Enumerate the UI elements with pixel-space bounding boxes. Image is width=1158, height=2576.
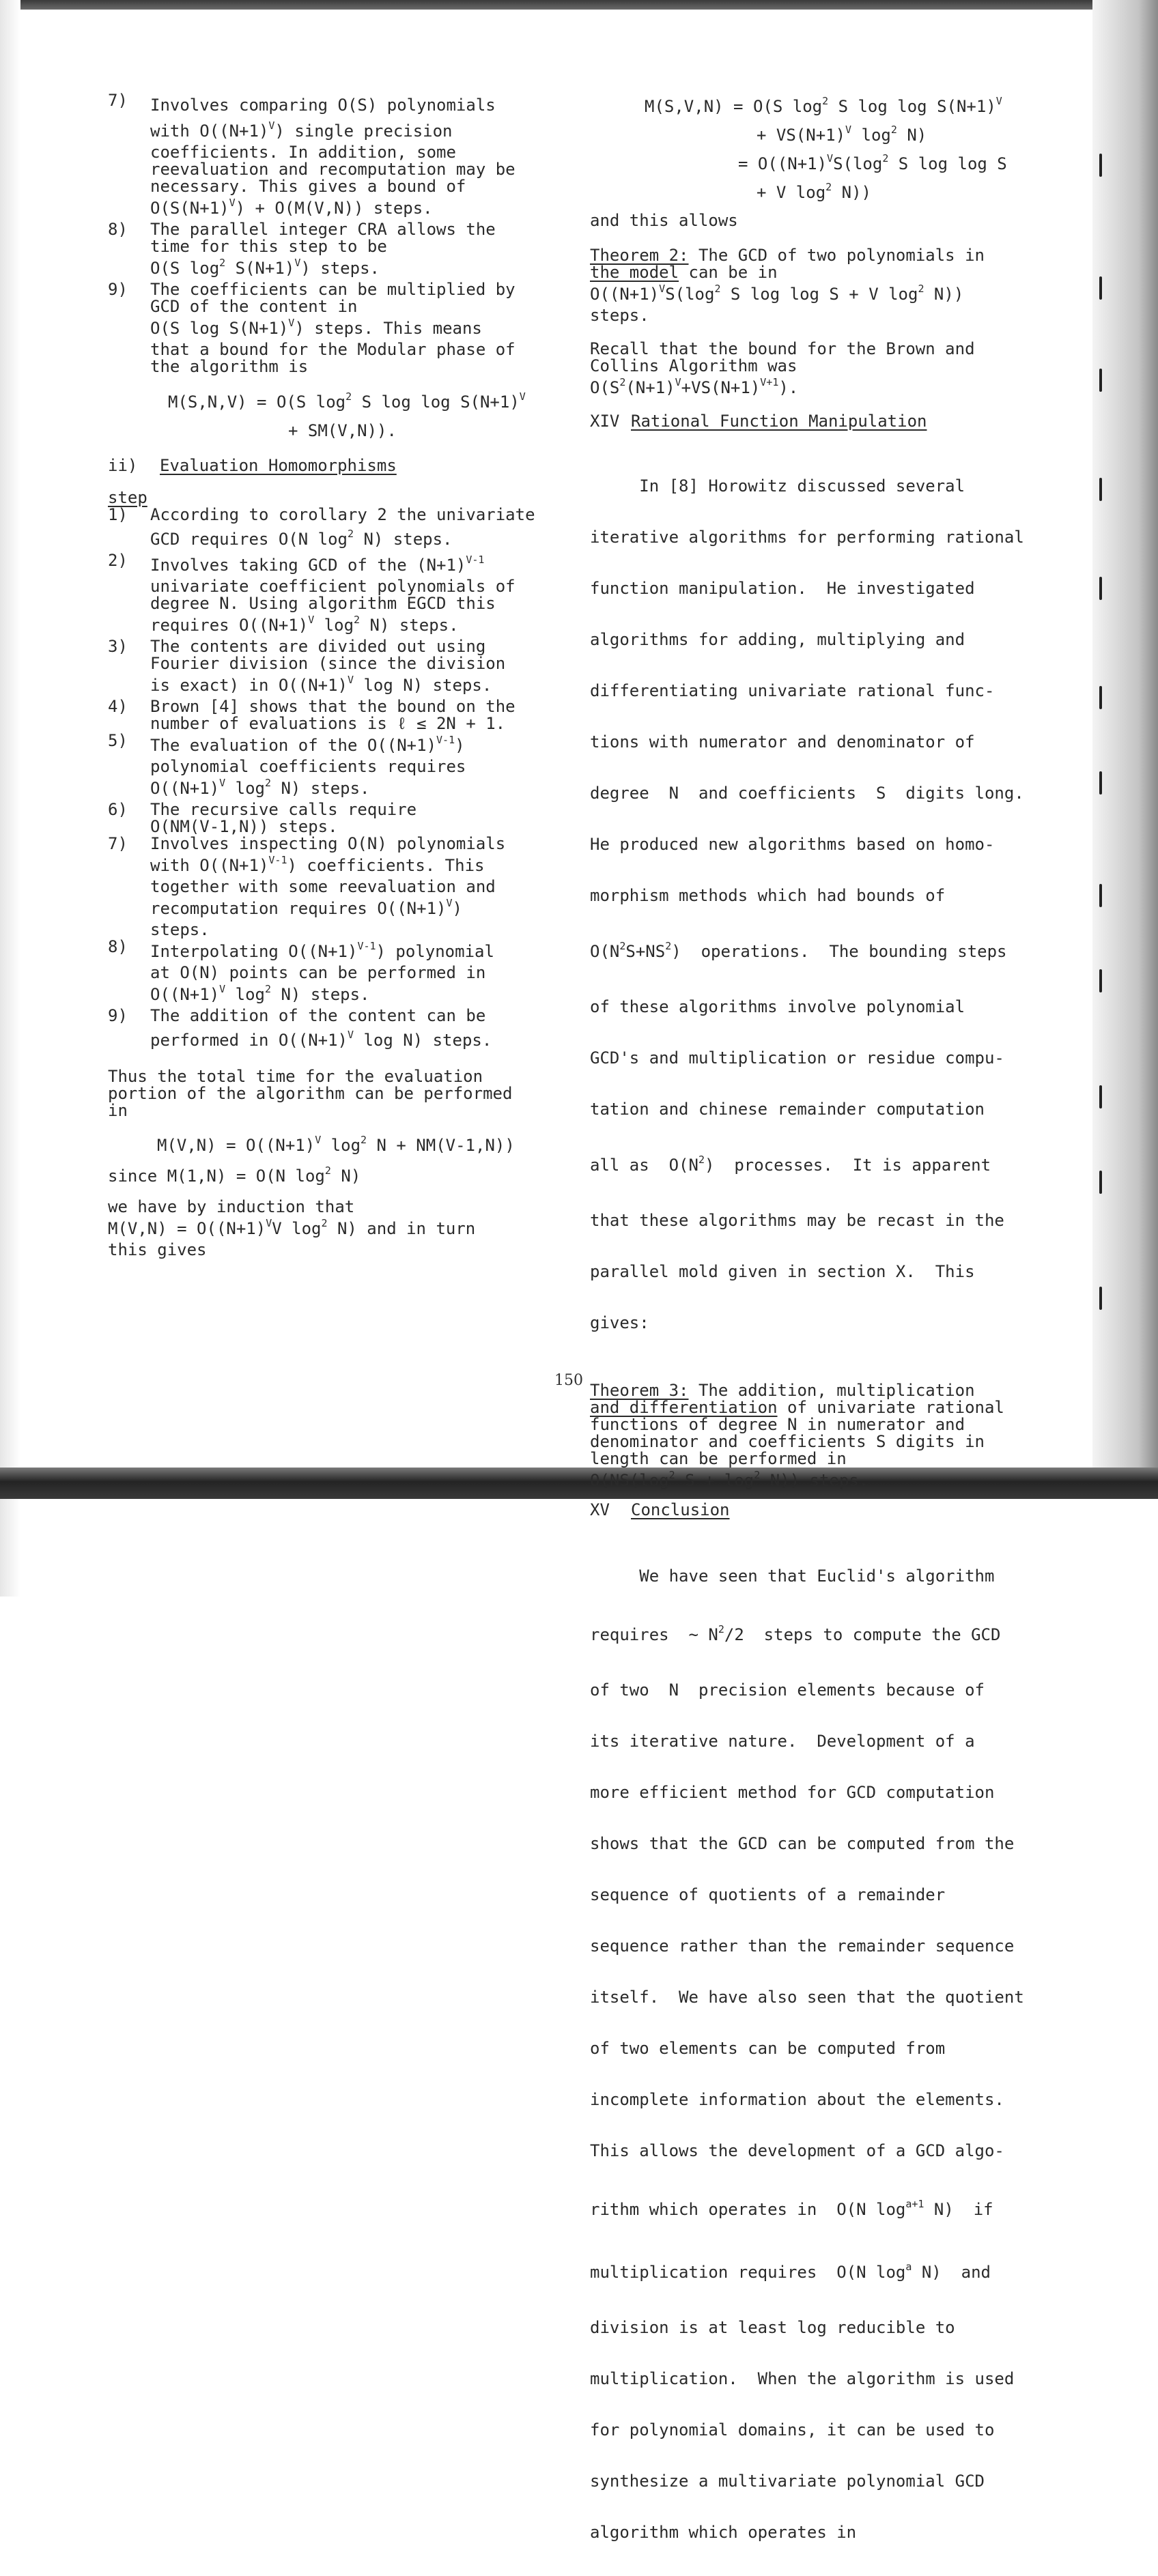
theorem-3: Theorem 3: The addition, multiplication and differentiation of univariate rational functions of degree N in numerator and denominator and coefficients S digits in length can be performed in $O(NS(\log^2$ $S + \log^2 N$)) steps.	[590, 1381, 1004, 1490]
equation: M(S,N,V) = O(S $\log^2 S$ $\log \log S(N+1)^V$	[168, 390, 526, 412]
binding-mark	[1099, 969, 1102, 992]
page-number: 150	[554, 1372, 583, 1389]
equation-continuation: = $O((N+1)^VS(\log^2$ S log log S	[738, 152, 1007, 173]
list-item: 5) The evaluation of the $O((N+1)^{V-1})$ polynomial coefficients requires $O((N+1)^V$ $\log^2 N$) steps.	[108, 731, 466, 798]
binding-mark	[1099, 771, 1102, 795]
list-item: 9) The coefficients can be multiplied by GCD of the content in O(S $\log S(N+1)^V$) steps. This means that a bound for the Modular phase of the algorithm is	[108, 280, 516, 376]
text-line: this gives	[108, 1240, 207, 1259]
list-item: 2) Involves taking GCD of the $(N+1)^{V-1}$ univariate coefficient polynomials of degree N. Using algorithm EGCD this requires $O((N+1)^V$ $\log^2 N$) steps.	[108, 551, 516, 635]
scan-left-edge	[0, 0, 20, 1597]
binding-mark	[1099, 154, 1102, 177]
text-line: we have by induction that	[108, 1197, 355, 1216]
list-item: 9) The addition of the content can be performed in $O((N+1)^V$ log N) steps.	[108, 1006, 492, 1050]
list-item: 7) Involves inspecting O(N) polynomials with $O((N+1)^{V-1})$ coefficients. This together with some reevaluation and recomputation requires $O((N+1)^V)$ steps.	[108, 834, 506, 939]
right-column	[590, 92, 1051, 2575]
equation: $M(V,N) = O((N+1)^V$ $\log^2 N + NM(V-1,N)$)	[157, 1134, 515, 1155]
equation-continuation: + V $\log^2 N$))	[757, 181, 871, 202]
binding-mark	[1099, 1085, 1102, 1108]
list-item: 8) The parallel integer CRA allows the time for this step to be O(S $\log^2 S(N+1)^V$) steps.	[108, 220, 496, 278]
section-heading-xv: XV Conclusion	[590, 1500, 730, 1519]
equation-since: since M(1,N) = O(N $\log^2 N$)	[108, 1164, 361, 1186]
equation-continuation: + SM(V,N)).	[288, 421, 397, 440]
scan-top-border	[0, 0, 1158, 10]
section-heading-ii: ii) Evaluation Homomorphisms	[108, 456, 397, 475]
list-item: 3) The contents are divided out using Fourier division (since the division is exact) in $O((N+1)^V$ log N) steps.	[108, 637, 506, 695]
binding-mark	[1099, 1287, 1102, 1310]
binding-mark	[1099, 884, 1102, 907]
list-item: 6) The recursive calls require O(NM(V-1,N)) steps.	[108, 800, 417, 836]
equation: M(S,V,N) = O(S $\log^2 S$ $\log \log S(N+1)^V$	[645, 95, 1002, 116]
list-item: 1) According to corollary 2 the univariate GCD requires O(N $\log^2 N$) steps.	[108, 505, 535, 549]
list-item: 8) Interpolating $O((N+1)^{V-1})$ polynomial at O(N) points can be performed in $O((N+1)^V$ $\log^2 N$) steps.	[108, 937, 494, 1004]
text-line: and this allows	[590, 211, 738, 230]
paragraph: Thus the total time for the evaluation portion of the algorithm can be performed in	[108, 1067, 513, 1120]
section-heading-xiv: XIV Rational Function Manipulation	[590, 412, 927, 431]
equation-final: $M(V,N) = O((N+1)^VV$ $\log^2 N$) and in turn	[108, 1217, 476, 1238]
list-item: 4) Brown [4] shows that the bound on the number of evaluations is ℓ ≤ 2N + 1.	[108, 697, 516, 733]
binding-mark	[1099, 276, 1102, 300]
binding-mark	[1099, 686, 1102, 709]
left-column	[108, 92, 555, 1259]
binding-mark	[1099, 1171, 1102, 1194]
paragraph: Recall that the bound for the Brown and Collins Algorithm was $O(S^2(N+1)^V+VS(N+1)^{V+1})$.	[590, 339, 975, 397]
paragraph: We have seen that Euclid's algorithm requires ~ $N^2/2$ steps to compute the GCD of two N precision elements because of its iterative nature. Development of a more efficient method for GCD computation shows that the GCD can be computed from the sequence of quotients of a remainder sequence rather than the remainder sequence itself. We have also seen that the quotient of two elements can be computed from incomplete information about the elements. This allows the development of a GCD algo- rithm which operates in O(N $\log^{a+1} N$) if multiplication requires O(N $\log^a N$) and division is at least log reducible to multiplication. When the algorithm is used for polynomial domains, it can be used to synthesize a multivariate polynomial GCD algorithm which operates in	[590, 1566, 1024, 2542]
binding-marks	[1099, 0, 1105, 1597]
paragraph: In [8] Horowitz discussed several iterative algorithms for performing rational function manipulation. He investigated algorithms for adding, multiplying and differentiating univariate rational func- tions with numerator and denominator of degree N and coefficients S digits long. He produced new algorithms based on homo- morphism methods which had bounds of $O(N^2S+NS^2)$ operations. The bounding steps of these algorithms involve polynomial GCD's and multiplication or residue compu- tation and chinese remainder computation all as $O(N^2)$ processes. It is apparent that these algorithms may be recast in the parallel mold given in section X. This gives:	[590, 476, 1024, 1332]
list-item: 7) Involves comparing O(S) polynomials with $O((N+1)^V)$ single precision coefficients. In addition, some reevaluation and recomputation may be necessary. This gives a bound of $O(S(N+1)^V) + O(M(V,N))$ steps.	[108, 91, 516, 218]
binding-mark	[1099, 478, 1102, 501]
equation-continuation: + $VS(N+1)^V$ $\log^2 N$)	[757, 124, 927, 145]
theorem-2: Theorem 2: The GCD of two polynomials in the model can be in $O((N+1)^VS(\log^2$ S log log S + V $\log^2 N$)) steps.	[590, 246, 985, 325]
binding-mark	[1099, 577, 1102, 600]
binding-mark	[1099, 369, 1102, 392]
step-label: step	[108, 488, 147, 507]
